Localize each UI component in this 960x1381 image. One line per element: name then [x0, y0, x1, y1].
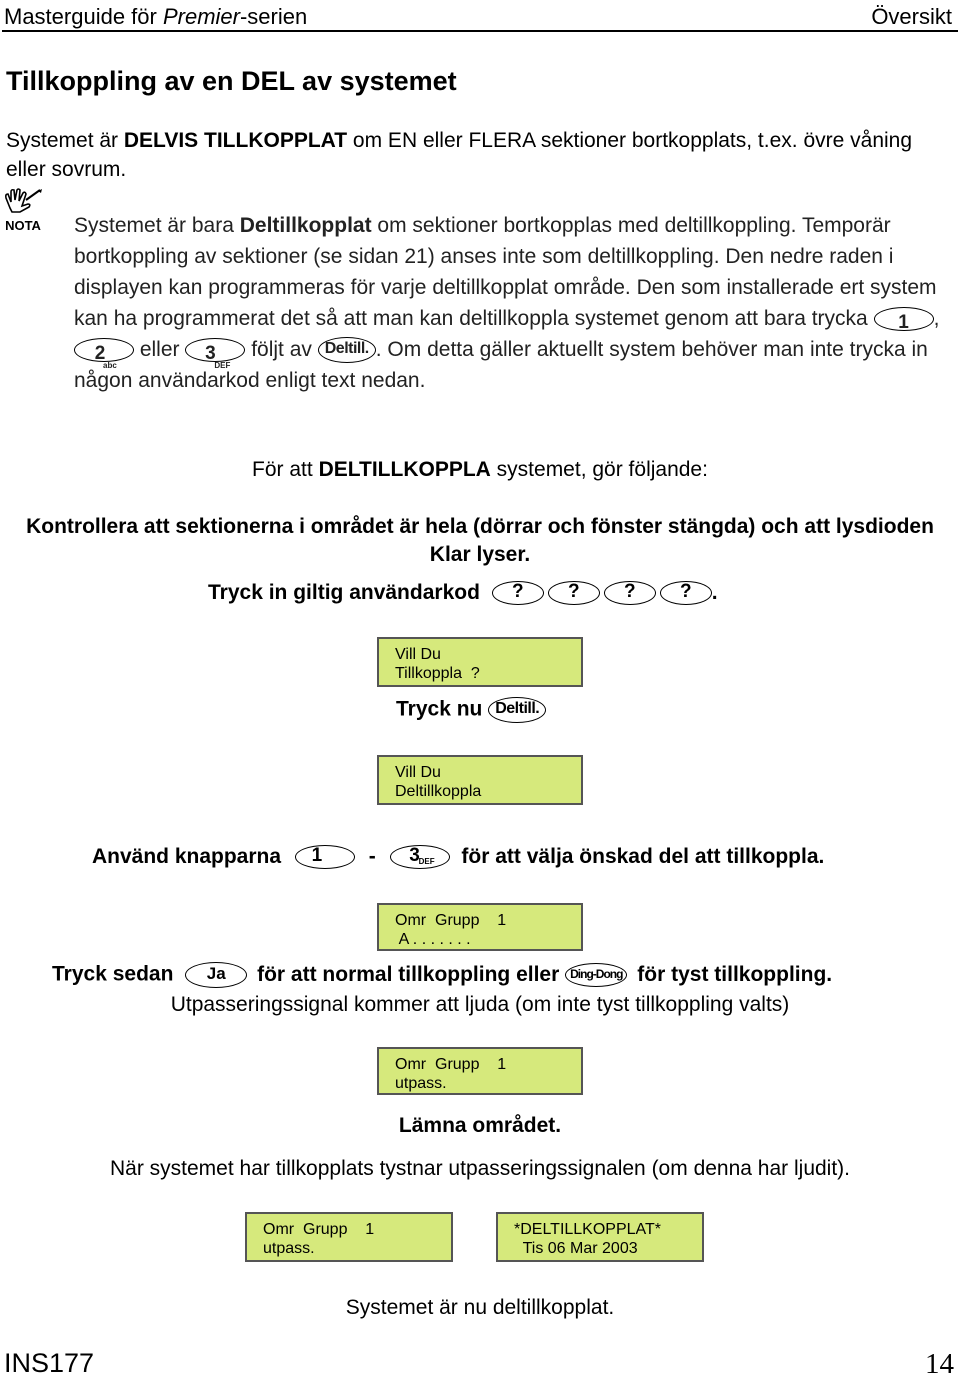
code-key-4: [660, 581, 712, 605]
nota-label: NOTA: [5, 218, 41, 233]
step-silent: för tyst tillkoppling.: [637, 962, 833, 986]
code-key-1: [492, 581, 544, 605]
nota-icon: [2, 188, 44, 234]
key-2: [74, 338, 134, 371]
page-title: Tillkoppling av en DEL av systemet: [6, 66, 457, 96]
nota-sep-2: eller: [134, 338, 186, 361]
step-normal: för att normal tillkoppling eller: [257, 962, 560, 986]
header-prefix: Masterguide för: [4, 4, 163, 29]
header-italic: Premier: [162, 4, 240, 29]
step-code-text: Tryck in giltig användarkod: [208, 581, 480, 604]
code-key-2-label: ?: [567, 581, 580, 603]
deltill-key-2: Deltill.: [488, 697, 546, 723]
step-use-keys-text: Använd knapparna: [92, 845, 282, 868]
steps-lead: [0, 458, 960, 482]
silenced-note: När systemet har tillkopplats tystnar utpasseringssignalen (om denna har ljudit).: [109, 1157, 850, 1180]
intro-paragraph: [6, 126, 956, 184]
dash: -: [368, 845, 376, 868]
lcd-display-3: Omr Grupp 1 A . . . . . . .: [377, 903, 583, 951]
nota-text-1: Systemet är bara: [74, 214, 240, 237]
key-1-b-label: 1: [311, 845, 323, 867]
key-1: [874, 307, 934, 334]
header-divider: [2, 30, 958, 32]
key-3-b-label: 3: [409, 845, 420, 867]
step-code-end: .: [711, 581, 718, 604]
header-suffix: -serien: [239, 4, 308, 29]
code-key-1-label: ?: [511, 581, 524, 603]
ja-key: [185, 962, 247, 988]
nota-bold: Deltillkopplat: [239, 214, 372, 237]
step-press-then-text: Tryck sedan: [52, 962, 174, 986]
lead-text-1: För att: [252, 458, 319, 481]
document-code: INS177: [4, 1348, 95, 1378]
code-key-2: [548, 581, 600, 605]
ja-key-label: Ja: [206, 964, 226, 983]
code-key-3: [604, 581, 656, 605]
code-key-3-label: ?: [623, 581, 636, 603]
step-check: Kontrollera att sektionerna i området är hela (dörrar och fönster stängda) och att lysdioden Klar lyser.: [26, 515, 934, 566]
lcd-display-5: Omr Grupp 1 utpass.: [245, 1212, 453, 1262]
intro-text-2: om EN eller FLERA sektioner bortkopplats, t.ex. övre våning eller sovrum.: [6, 129, 913, 181]
page-number: 14: [925, 1348, 954, 1380]
step-press-now: [396, 697, 546, 723]
step-use-keys: [92, 845, 824, 869]
exit-signal-note: Utpasseringssignal kommer att ljuda (om inte tyst tillkoppling valts): [170, 993, 790, 1016]
key-3-b: [390, 845, 450, 869]
key-2-sub: abc: [103, 361, 117, 371]
intro-text-1: Systemet är: [6, 129, 124, 152]
intro-bold: DELVIS TILLKOPPLAT: [123, 129, 348, 152]
nota-text-2: om sektioner bortkopplas med deltillkoppling. Temporär bortkoppling av sektioner (se sidan 21) anses inte som deltillkoppling. Den nedre raden i displayen kan programmeras för varje deltillkopplat område. Den som installerade ert system kan ha programmerat det så att man kan deltillkoppla systemet genom att bara trycka: [74, 214, 937, 330]
key-3-label: 3: [205, 343, 216, 365]
step-press-now-text: Tryck nu: [396, 697, 483, 721]
step-leave: Lämna området.: [398, 1114, 562, 1137]
nota-sep-3: följt av: [245, 338, 318, 361]
code-key-4-label: ?: [679, 581, 692, 603]
key-3-sub: DEF: [214, 361, 231, 371]
step-press-then: [52, 962, 832, 988]
key-1-b: [295, 845, 355, 869]
lead-text-2: systemet, gör följande:: [490, 458, 708, 481]
lcd-display-4: Omr Grupp 1 utpass.: [377, 1047, 583, 1095]
key-1-label: 1: [898, 312, 909, 334]
lead-bold: DELTILLKOPPLA: [318, 458, 491, 481]
lcd-display-2: Vill Du Deltillkoppla: [377, 755, 583, 805]
nota-paragraph: [74, 210, 954, 396]
ding-dong-key: Ding-Dong: [565, 963, 627, 987]
nota-sep-1: ,: [933, 307, 940, 330]
lcd-display-1: Vill Du Tillkoppla ?: [377, 637, 583, 687]
document-header: [4, 4, 307, 30]
key-3-b-sub: DEF: [418, 857, 435, 867]
step-code: [208, 581, 718, 605]
nota-text-3: . Om detta gäller aktuellt system behöver man inte trycka in någon användarkod enligt text nedan.: [74, 338, 928, 392]
deltill-key: Deltill.: [318, 337, 376, 363]
key-2-label: 2: [94, 343, 106, 365]
step-done: Systemet är nu deltillkopplat.: [345, 1296, 615, 1319]
key-3: [185, 338, 245, 371]
section-name: Översikt: [871, 4, 952, 29]
lcd-display-6: *DELTILLKOPPLAT* Tis 06 Mar 2003: [496, 1212, 704, 1262]
step-use-keys-end: för att välja önskad del att tillkoppla.: [461, 845, 825, 868]
